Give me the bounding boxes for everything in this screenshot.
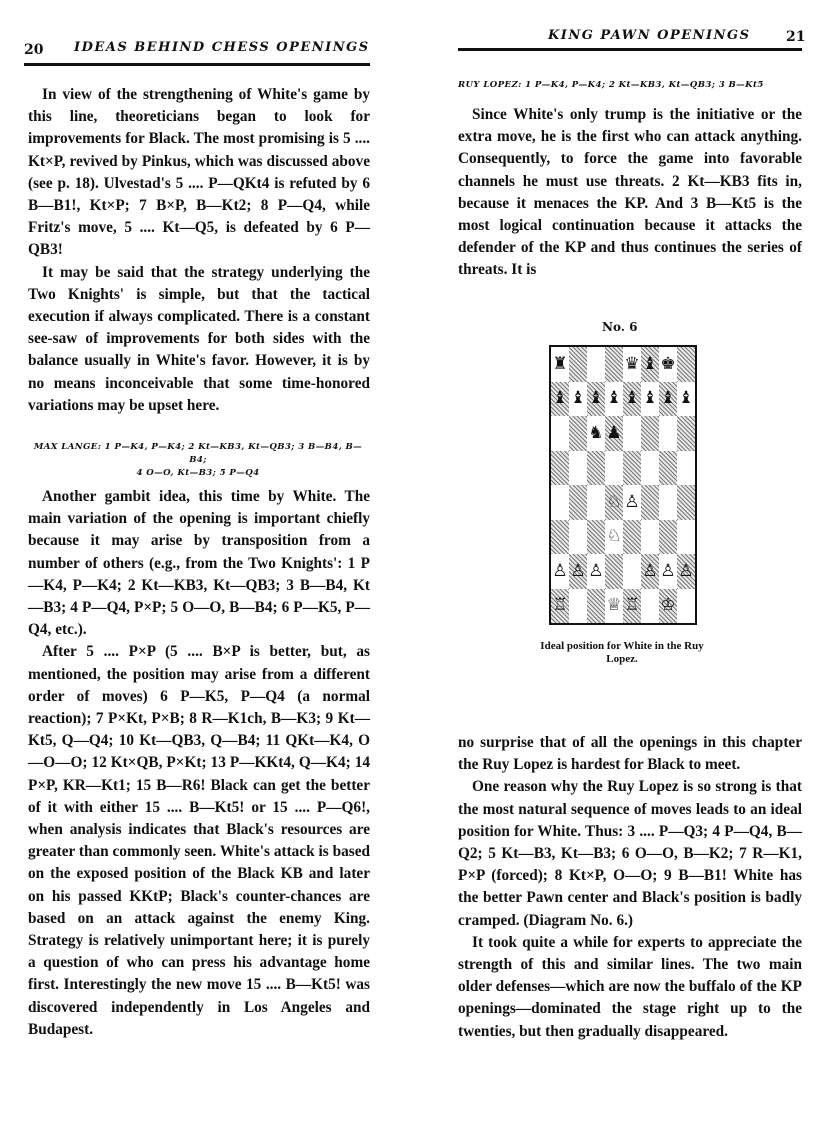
board-square xyxy=(677,485,695,520)
board-square xyxy=(677,347,695,382)
board-square: ♚ xyxy=(659,347,677,382)
opening-heading-line: 4 O—O, Kt—B3; 5 P—Q4 xyxy=(136,468,260,478)
board-square xyxy=(677,589,695,624)
board-square: ♜ xyxy=(551,347,569,382)
board-square: ♝ xyxy=(587,382,605,417)
board-square: ♝ xyxy=(659,382,677,417)
board-square: ♙ xyxy=(569,554,587,589)
board-square xyxy=(623,520,641,555)
paragraph: One reason why the Ruy Lopez is so strong is that the most natural sequence of moves leads to an ideal position for White. Thus: 3 .... P—Q3; 4 P—Q4, B—Q2; 5 Kt—B3, Kt—B3; 6 O—O, B—K2; 7 R—K1, P×P (forced); 8 Kt×P, O—O; 9 B—B1! White has the better Pawn center and Black's position is badly cramped. (Diagram No. 6.) xyxy=(458,778,802,929)
board-square: ♖ xyxy=(551,589,569,624)
board-square: ♝ xyxy=(641,347,659,382)
opening-heading-line: MAX LANGE: 1 P—K4, P—K4; 2 Kt—KB3, Kt—QB3; 3 B—B4, B—B4; xyxy=(33,442,363,465)
board-square: ♝ xyxy=(641,382,659,417)
board-square xyxy=(587,589,605,624)
board-square: ♙ xyxy=(587,554,605,589)
board-square: ♕ xyxy=(605,589,623,624)
diagram-caption: Ideal position for White in the Ruy Lopez. xyxy=(540,640,704,665)
board-square xyxy=(623,554,641,589)
board-square: ♙ xyxy=(659,554,677,589)
board-square: ♙ xyxy=(641,554,659,589)
board-square xyxy=(623,416,641,451)
chess-diagram xyxy=(549,345,697,625)
board-square xyxy=(659,520,677,555)
header-rule-left xyxy=(24,63,370,66)
diagram-label: No. 6 xyxy=(602,320,638,334)
board-square: ♝ xyxy=(551,382,569,417)
right-column-top xyxy=(458,104,802,282)
board-square xyxy=(623,451,641,486)
paragraph: It took quite a while for experts to appreciate the strength of this and similar lines. The two main older defenses—which are now the buffalo of the KP openings—dominated the stage right up to the twenties, but then gradually disappeared. xyxy=(458,933,802,1040)
board-square xyxy=(605,451,623,486)
board-square xyxy=(641,451,659,486)
board-square xyxy=(569,416,587,451)
board-square xyxy=(659,416,677,451)
board-square xyxy=(659,451,677,486)
board-square xyxy=(641,485,659,520)
board-square xyxy=(569,589,587,624)
board-square xyxy=(605,347,623,382)
board-square: ♙ xyxy=(551,554,569,589)
board-square xyxy=(677,451,695,486)
board-square xyxy=(551,416,569,451)
opening-heading-max-lange xyxy=(28,441,368,480)
paragraph: no surprise that of all the openings in this chapter the Ruy Lopez is hardest for Black to meet. xyxy=(458,734,802,774)
board-square xyxy=(605,554,623,589)
board-square: ♙ xyxy=(623,485,641,520)
board-square xyxy=(569,485,587,520)
running-head-right: KING PAWN OPENINGS xyxy=(548,28,751,43)
paragraph: Another gambit idea, this time by White. The main variation of the opening is important chiefly because it may arise by transposition from a number of others (e.g., from the Two Knights': 1 P—K4, P—K4; 2 Kt—KB3, Kt—QB3; 3 B—B4, Kt—B3; 4 P—Q4, P×P; 5 O—O, B—B4; 6 P—K5, P—Q4, etc.). xyxy=(28,488,370,639)
board-square xyxy=(569,451,587,486)
board-square xyxy=(587,485,605,520)
board-square: ♝ xyxy=(623,382,641,417)
running-head-left: IDEAS BEHIND CHESS OPENINGS xyxy=(74,40,370,55)
board-square: ♝ xyxy=(569,382,587,417)
left-column-bottom xyxy=(28,486,370,1041)
right-column-bottom xyxy=(458,732,802,1043)
board-square: ♙ xyxy=(677,554,695,589)
board-square xyxy=(587,520,605,555)
board-square xyxy=(587,451,605,486)
board-square: ♞ xyxy=(587,416,605,451)
paragraph: After 5 .... P×P (5 .... B×P is better, but, as mentioned, the position may arise from a different order of moves) 6 P—K5, P—Q4 (a normal reaction); 7 P×Kt, P×B; 8 R—K1ch, B—K3; 9 Kt—Kt5, Q—Q4; 10 Kt—QB3, Q—B4; 11 QKt—K4, O—O—O; 12 Kt×QB, P×Kt; 13 P—KKt4, Q—K4; 14 P×P, KR—Kt1; 15 B—R6! Black can get the better of it with either 15 .... B—Kt5! or 15 .... P—Q6!, when analysis indicates that Black's resources are greater than commonly seen. White's attack is based on the exposed position of the Black KB and later on his passed KKtP; Black's counter-chances are based on an attack against the enemy King. Strategy is relatively unimportant here; it is purely a question of who can press his advantage home first. Interestingly the new move 15 .... B—Kt5! was discovered independently in Los Angeles and Budapest. xyxy=(28,643,370,1038)
board-square xyxy=(677,416,695,451)
board-square xyxy=(569,347,587,382)
board-square: ♘ xyxy=(605,520,623,555)
board-square: ♔ xyxy=(659,589,677,624)
board-square: ♟ xyxy=(605,416,623,451)
paragraph: Since White's only trump is the initiative or the extra move, he is the first who can attack anything. Consequently, to force the game into favorable channels he must use threats. 2 Kt—KB3 fits in, because it menaces the KP. And 3 B—Kt5 is the most logical continuation because it attacks the defender of the KP and thus continues the series of threats. It is xyxy=(458,106,802,279)
board-square xyxy=(659,485,677,520)
board-square xyxy=(641,416,659,451)
header-rule-right xyxy=(458,48,802,51)
board-square xyxy=(551,485,569,520)
board-square xyxy=(569,520,587,555)
board-square: ♖ xyxy=(623,589,641,624)
page-number-right: 21 xyxy=(786,29,806,45)
board-square xyxy=(641,589,659,624)
board-square xyxy=(551,520,569,555)
left-column-top xyxy=(28,84,370,417)
opening-heading-ruy-lopez: RUY LOPEZ: 1 P—K4, P—K4; 2 Kt—KB3, Kt—QB3; 3 B—Kt5 xyxy=(458,80,764,90)
board-square xyxy=(641,520,659,555)
board-square xyxy=(587,347,605,382)
page-number-left: 20 xyxy=(24,42,44,58)
board-square: ♝ xyxy=(605,382,623,417)
paragraph: It may be said that the strategy underlying the Two Knights' is simple, but that the tactical execution if always complicated. There is a constant see-saw of improvements for both sides with the balance usually in White's favor. However, it is by no means inconceivable that some time-honored variations may be upset here. xyxy=(28,263,370,414)
paragraph: In view of the strengthening of White's game by this line, theoreticians began to look for improvements for Black. The most promising is 5 .... Kt×P, revived by Pinkus, which was discussed above (see p. 18). Ulvestad's 5 .... P—QKt4 is refuted by 6 B—B1!, Kt×P; 7 B×P, B—Kt2; 8 P—Q4, while Fritz's move, 5 .... Kt—Q5, is defeated by 6 P—QB3! xyxy=(28,86,370,259)
board-square xyxy=(677,520,695,555)
board-square: ♝ xyxy=(677,382,695,417)
board-square xyxy=(551,451,569,486)
board-square: ♘ xyxy=(605,485,623,520)
board-square: ♛ xyxy=(623,347,641,382)
